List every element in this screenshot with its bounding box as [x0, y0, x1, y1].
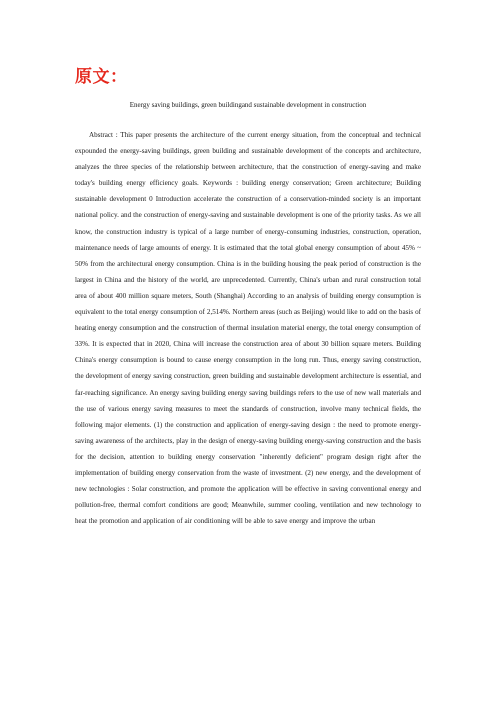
body-paragraph: Abstract : This paper presents the architecture of the current energy situation, from the conceptual and technical expounded the energy-saving buildings, green building and sustainable development of the concepts and architecture, analyzes the three species of the relationship between architecture, that the construction of energy-saving and make today's building energy efficiency goals. Keywords : building energy conservation; Green architecture; Building sustainable development 0 Introduction accelerate the construction of a conservation-minded society is an important national policy. and the construction of energy-saving and sustainable development is one of the priority tasks. As we all know, the construction industry is typical of a large number of energy-consuming industries, construction, operation, maintenance needs of large amounts of energy. It is estimated that the total global energy consumption of about 45% ~ 50% from the architectural energy consumption. China is in the building housing the peak period of construction is the largest in China and the history of the world, are unprecedented. Currently, China's urban and rural construction total area of about 400 million square meters, South (Shanghai) According to an analysis of building energy consumption is equivalent to the total energy consumption of 2,514%. Northern areas (such as Beijing) would like to add on the basis of heating energy consumption and the construction of thermal insulation material energy, the total energy consumption of 33%. It is expected that in 2020, China will increase the construction area of about 30 billion square meters. Building China's energy consumption is bound to cause energy consumption in the long run. Thus, energy saving construction, the development of energy saving construction, green building and sustainable development architecture is essential, and far-reaching significance. An energy saving building energy saving buildings refers to the use of new wall materials and the use of various energy saving measures to meet the standards of construction, involve many technical fields, the following major elements. (1) the construction and application of energy-saving design : the need to promote energy-saving awareness of the architects, play in the design of energy-saving building energy-saving construction and the basis for the decision, attention to building energy conservation "inherently deficient" program design right after the implementation of building energy conservation from the waste of investment. (2) new energy, and the development of new technologies : Solar construction, and promote the application will be effective in saving conventional energy and pollution-free, thermal comfort conditions are good; Meanwhile, summer cooling, ventilation and new technology to heat the promotion and application of air conditioning will be able to save energy and improve the urban: [75, 131, 421, 526]
section-heading: 原文：: [75, 67, 128, 87]
document-title: Energy saving buildings, green buildingand sustainable development in construction: [129, 101, 367, 109]
